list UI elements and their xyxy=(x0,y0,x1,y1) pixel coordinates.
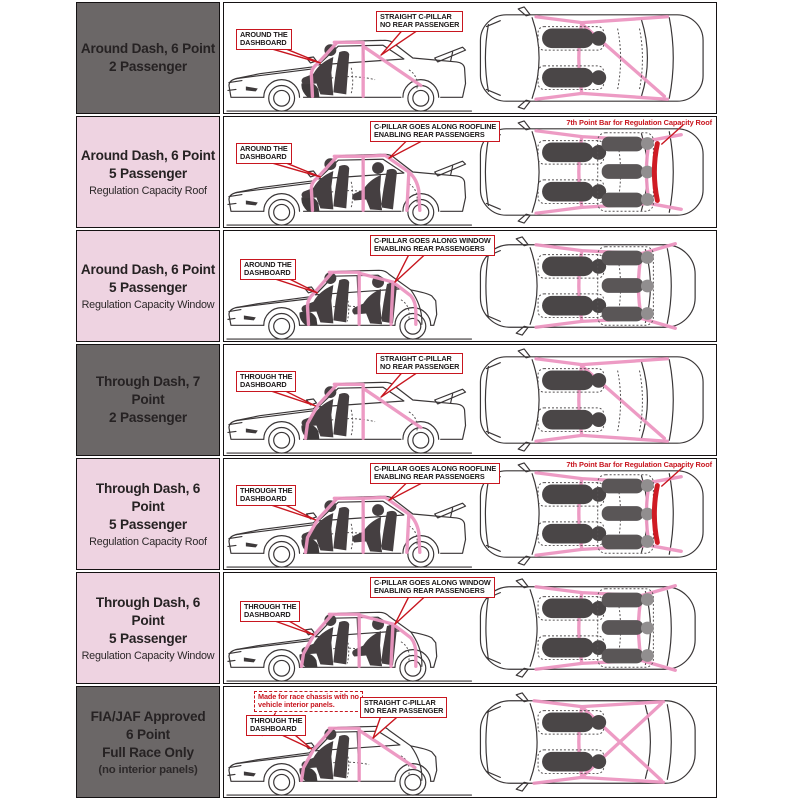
annotation-line: THROUGH THE xyxy=(250,716,303,725)
config-row-through-dash-6pt-5pass-window xyxy=(76,572,717,684)
annotation-line: DASHBOARD xyxy=(250,724,297,734)
annotation-line: ENABLING REAR PASSENGERS xyxy=(374,586,485,596)
row-diagram xyxy=(223,116,717,228)
annotation-line: C-PILLAR GOES ALONG ROOFLINE xyxy=(374,464,497,473)
row-label xyxy=(76,458,220,570)
annotation-line: Made for race chassis with no xyxy=(258,692,359,701)
annotation-dashboard xyxy=(236,143,292,164)
annotation-line: NO REAR PASSENGER xyxy=(380,362,460,372)
row-title-line: Around Dash, 6 Point xyxy=(80,262,216,278)
config-row-through-dash-7pt-2pass xyxy=(76,344,717,456)
annotation-line: ENABLING REAR PASSENGERS xyxy=(374,130,485,140)
row-subtitle: Regulation Capacity Roof xyxy=(89,535,207,548)
annotation-dashboard xyxy=(240,601,300,622)
row-title-line: 5 Passenger xyxy=(109,630,187,646)
config-row-around-dash-6pt-5pass-roof xyxy=(76,116,717,228)
row-label xyxy=(76,572,220,684)
annotation-line: C-PILLAR GOES ALONG WINDOW xyxy=(374,236,491,245)
annotation-line: NO REAR PASSENGER xyxy=(364,706,444,716)
annotation-race-chassis xyxy=(254,691,363,712)
config-row-through-dash-6pt-5pass-roof xyxy=(76,458,717,570)
row-title-line: FIA/JAF Approved xyxy=(90,709,206,725)
annotation-cpillar xyxy=(370,577,495,598)
seventh-point-bar-note: 7th Point Bar for Regulation Capacity Roof xyxy=(566,460,712,469)
row-title-line: 2 Passenger xyxy=(109,409,187,425)
annotation-line: DASHBOARD xyxy=(244,268,291,278)
row-diagram xyxy=(223,230,717,342)
config-row-fia-jaf-race xyxy=(76,686,717,798)
row-subtitle: (no interior panels) xyxy=(98,763,198,776)
row-subtitle: Regulation Capacity Window xyxy=(81,649,215,662)
annotation-line: DASHBOARD xyxy=(240,152,287,162)
annotation-dashboard xyxy=(236,485,296,506)
annotation-line: THROUGH THE xyxy=(240,486,293,495)
row-subtitle: Regulation Capacity Window xyxy=(81,298,215,311)
row-label xyxy=(76,344,220,456)
side-and-top-view-drawing xyxy=(224,345,716,455)
row-diagram xyxy=(223,686,717,798)
row-title-line: Full Race Only xyxy=(102,744,194,760)
config-row-around-dash-6pt-5pass-window xyxy=(76,230,717,342)
annotation-line: THROUGH THE xyxy=(244,602,297,611)
annotation-line: AROUND THE xyxy=(240,30,288,39)
row-diagram xyxy=(223,572,717,684)
annotation-line: DASHBOARD xyxy=(240,380,287,390)
annotation-dashboard xyxy=(236,371,296,392)
annotation-dashboard xyxy=(246,715,306,736)
annotation-line: THROUGH THE xyxy=(240,372,293,381)
annotation-line: AROUND THE xyxy=(244,260,292,269)
row-title-line: 2 Passenger xyxy=(109,59,187,74)
seventh-point-bar-note: 7th Point Bar for Regulation Capacity Roof xyxy=(566,118,712,127)
annotation-line: STRAIGHT C-PILLAR xyxy=(380,354,452,363)
annotation-line: NO REAR PASSENGER xyxy=(380,20,460,30)
row-diagram xyxy=(223,2,717,114)
row-label xyxy=(76,686,220,798)
annotation-line: vehicle interior panels. xyxy=(258,700,335,710)
annotation-line: DASHBOARD xyxy=(244,610,291,620)
row-title-line: Through Dash, 6 Point xyxy=(95,595,201,629)
annotation-line: STRAIGHT C-PILLAR xyxy=(364,698,436,707)
annotation-line: C-PILLAR GOES ALONG WINDOW xyxy=(374,578,491,587)
row-label xyxy=(76,116,220,228)
config-row-around-dash-6pt-2pass xyxy=(76,2,717,114)
annotation-cpillar xyxy=(376,353,463,374)
annotation-cpillar xyxy=(370,463,500,484)
row-title-line: 5 Passenger xyxy=(109,280,187,295)
row-title-line: Through Dash, 6 Point xyxy=(95,481,201,515)
annotation-dashboard xyxy=(236,29,292,50)
annotation-line: ENABLING REAR PASSENGERS xyxy=(374,244,485,254)
annotation-cpillar xyxy=(376,11,463,32)
row-label xyxy=(76,2,220,114)
annotation-line: STRAIGHT C-PILLAR xyxy=(380,12,452,21)
row-subtitle: Regulation Capacity Roof xyxy=(89,184,207,197)
row-title-line: Around Dash, 6 Point xyxy=(80,41,216,57)
annotation-dashboard xyxy=(240,259,296,280)
side-and-top-view-drawing xyxy=(224,3,716,113)
annotation-line: DASHBOARD xyxy=(240,38,287,48)
row-title-line: 5 Passenger xyxy=(109,166,187,181)
row-title-line: 5 Passenger xyxy=(109,516,187,532)
annotation-line: AROUND THE xyxy=(240,144,288,153)
row-diagram xyxy=(223,458,717,570)
annotation-cpillar xyxy=(360,697,447,718)
annotation-line: C-PILLAR GOES ALONG ROOFLINE xyxy=(374,122,497,131)
row-label xyxy=(76,230,220,342)
rollcage-configuration-table xyxy=(76,2,717,800)
row-diagram xyxy=(223,344,717,456)
annotation-cpillar xyxy=(370,235,495,256)
annotation-cpillar xyxy=(370,121,500,142)
annotation-line: DASHBOARD xyxy=(240,494,287,504)
row-title-line: Through Dash, 7 Point xyxy=(95,374,201,408)
row-title-line: Around Dash, 6 Point xyxy=(80,148,216,164)
annotation-line: ENABLING REAR PASSENGERS xyxy=(374,472,485,482)
row-title-line: 6 Point xyxy=(126,727,170,743)
